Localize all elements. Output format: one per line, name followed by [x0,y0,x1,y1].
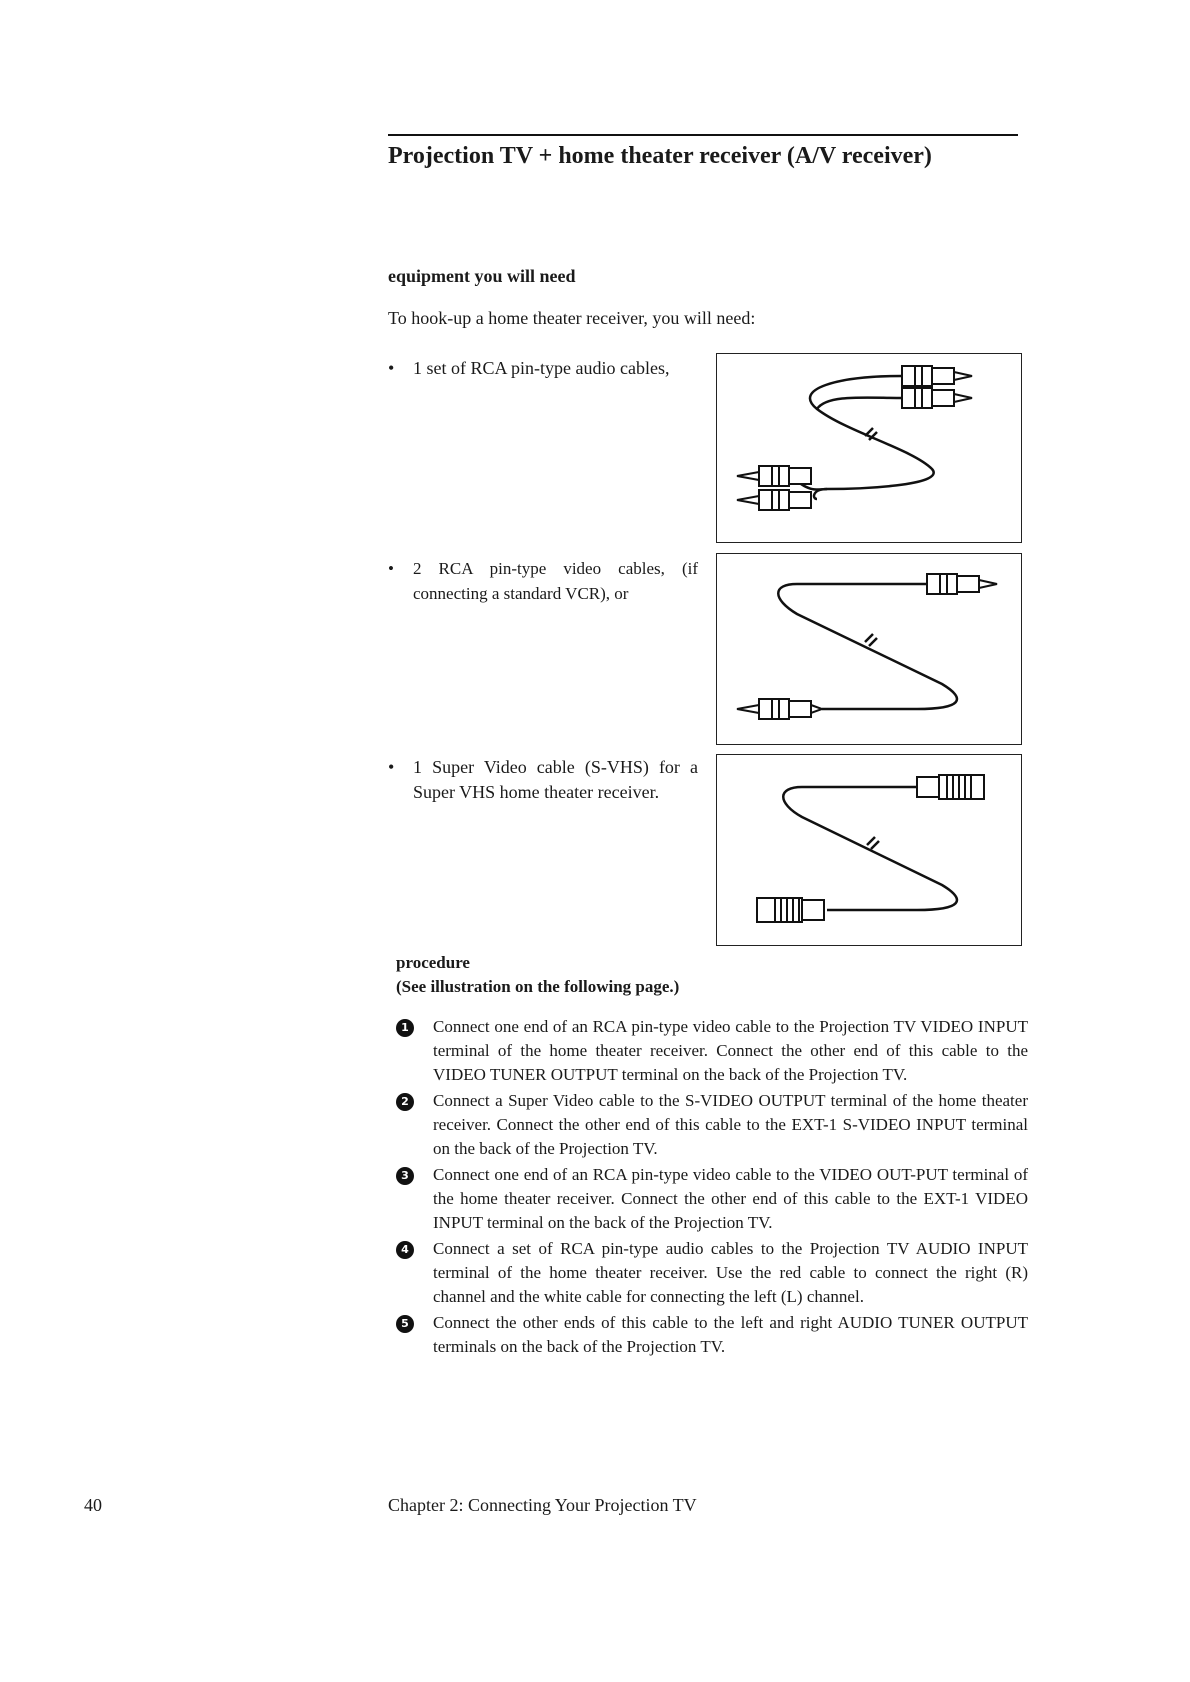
page-number: 40 [84,1495,102,1515]
equipment-item-text: 1 set of RCA pin-type audio cables, [413,358,670,378]
equipment-item-video-cables [388,556,698,606]
equipment-heading: equipment you will need [388,266,576,286]
procedure-heading: procedure [396,953,470,972]
step-number-badge: 5 [396,1315,414,1333]
step-text: Connect one end of an RCA pin-type video cable to the Projection TV VIDEO INPUT terminal of the home theater receiver. Connect the other end of this cable to the VIDEO TUNER OUTPUT terminal on the back of the Projection TV. [433,1017,1028,1084]
equipment-intro: To hook-up a home theater receiver, you will need: [388,308,756,328]
page-title: Projection TV + home theater receiver (A/V receiver) [388,143,932,169]
bullet-marker: • [388,358,395,378]
rca-audio-cables-icon [716,353,1022,543]
procedure-step [396,1089,1028,1161]
step-number-badge: 1 [396,1019,414,1037]
procedure-note: (See illustration on the following page.) [396,977,680,996]
equipment-item-text: 1 Super Video cable (S-VHS) for a Super VHS home theater receiver. [413,757,698,802]
s-video-cable-icon [716,754,1022,946]
rca-audio-cables-illustration [717,354,1021,542]
step-number-badge: 3 [396,1167,414,1185]
procedure-steps [396,1015,1028,1361]
equipment-item-s-video-cable [388,755,698,805]
step-number-badge: 2 [396,1093,414,1111]
step-number-badge: 4 [396,1241,414,1259]
step-text: Connect a Super Video cable to the S-VIDEO OUTPUT terminal of the home theater receiver. Connect the other end of this cable to the EXT-1 S-VIDEO INPUT terminal on the back of the Projection TV. [433,1091,1028,1158]
bullet-marker: • [388,559,394,578]
step-text: Connect a set of RCA pin-type audio cables to the Projection TV AUDIO INPUT terminal of the home theater receiver. Use the red cable to connect the right (R) channel and the white cable for connecting the left (L) channel. [433,1239,1028,1306]
procedure-step [396,1311,1028,1359]
chapter-footer: Chapter 2: Connecting Your Projection TV [388,1495,697,1515]
rca-video-cable-illustration [717,554,1021,744]
rca-video-cable-icon [716,553,1022,745]
procedure-step [396,1015,1028,1087]
equipment-item-text: 2 RCA pin-type video cables, (if connecting a standard VCR), or [413,559,698,603]
step-text: Connect one end of an RCA pin-type video cable to the VIDEO OUT-PUT terminal of the home theater receiver. Connect the other end of this cable to the EXT-1 VIDEO INPUT terminal on the back of the Projection TV. [433,1165,1028,1232]
title-rule [388,134,1018,136]
procedure-step [396,1163,1028,1235]
procedure-section [396,951,679,999]
equipment-item-audio-cables [388,356,698,381]
s-video-cable-illustration [717,755,1021,945]
procedure-step [396,1237,1028,1309]
bullet-marker: • [388,757,395,777]
step-text: Connect the other ends of this cable to the left and right AUDIO TUNER OUTPUT terminals on the back of the Projection TV. [433,1313,1028,1356]
